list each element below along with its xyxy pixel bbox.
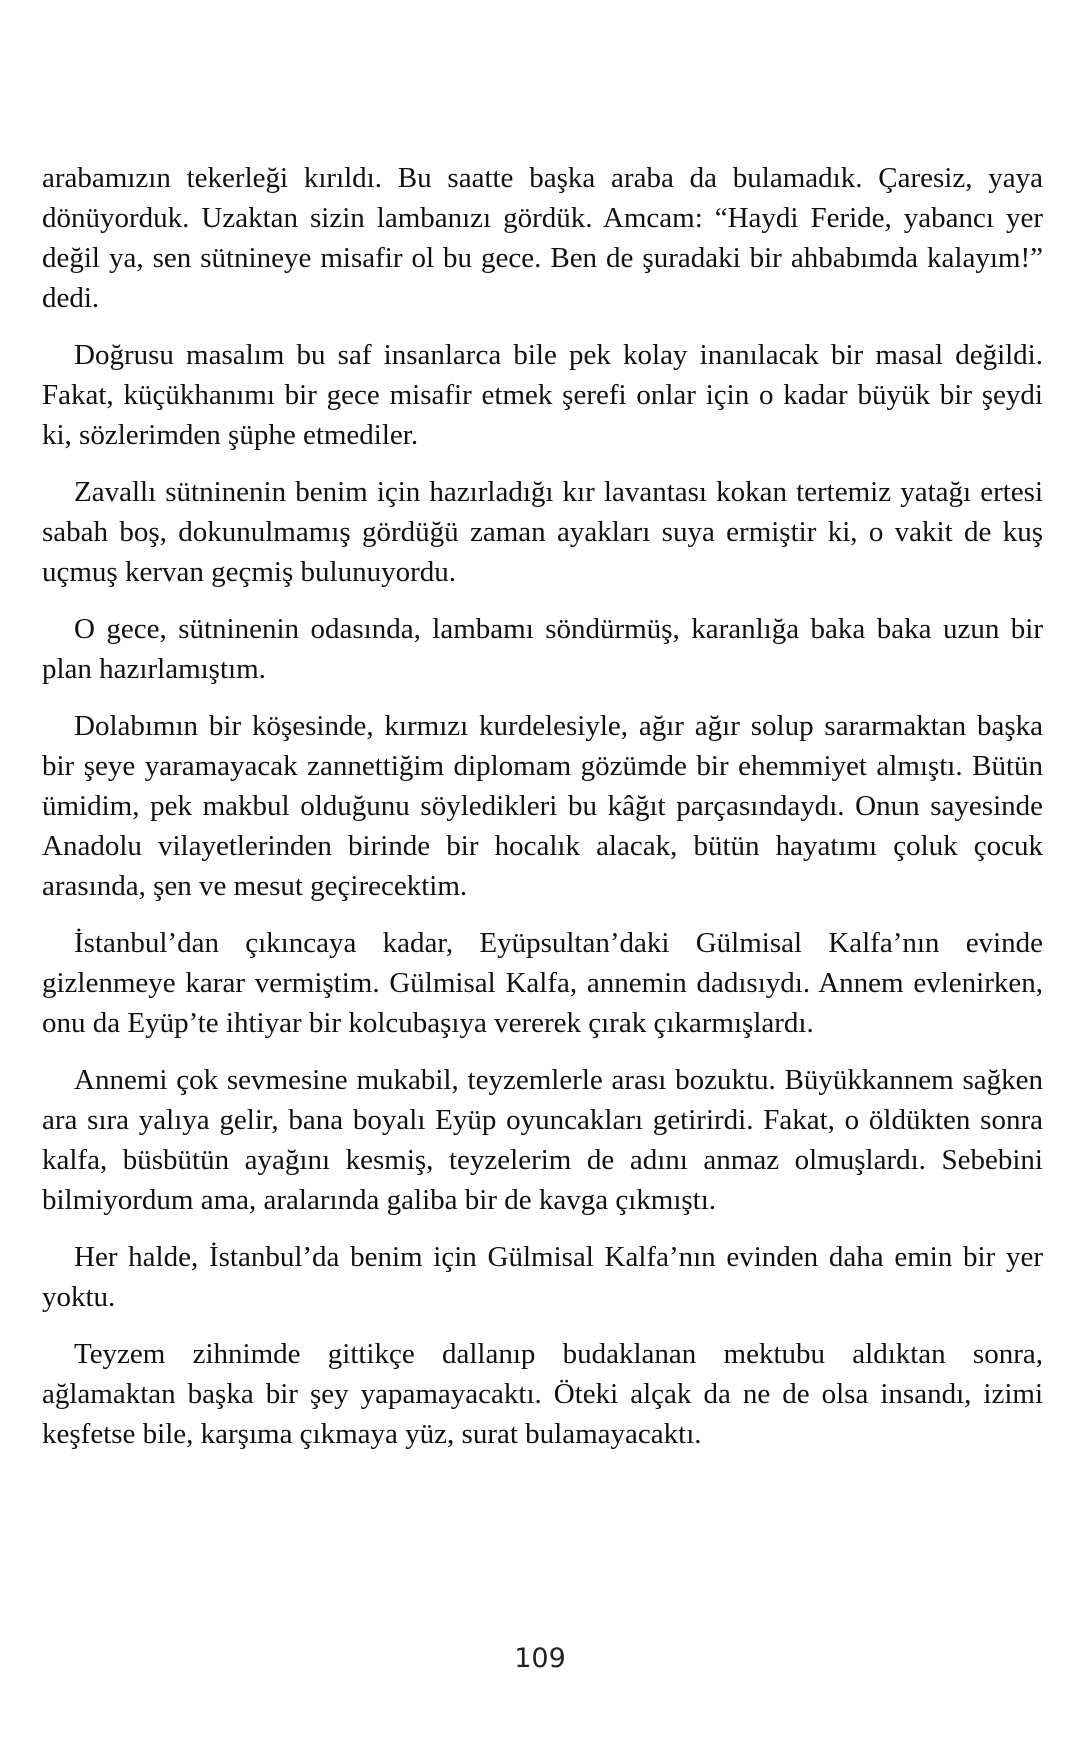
- paragraph: Her halde, İstanbul’da benim için Gülmisal Kalfa’nın evinden daha emin bir yer yoktu.: [42, 1241, 1043, 1313]
- paragraph: Doğrusu masalım bu saf insanlarca bile pek kolay inanılacak bir masal değildi. Fakat, küçükhanımı bir gece misafir etmek şerefi onlar için o kadar büyük bir şeydi ki, sözlerimden şüphe etmediler.: [42, 339, 1043, 451]
- paragraph: Dolabımın bir köşesinde, kırmızı kurdelesiyle, ağır ağır solup sararmaktan başka bir şeye yaramayacak zannettiğim diplomam gözümde bir ehemmiyet almıştı. Bütün ümidim, pek makbul olduğunu söyledikleri bu kâğıt parçasındaydı. Onun sayesinde Anadolu vilayetlerinden birinde bir hocalık alacak, bütün hayatımı çoluk çocuk arasında, şen ve mesut geçirecektim.: [42, 710, 1043, 902]
- page-number: 109: [514, 1643, 566, 1674]
- paragraph: O gece, sütninenin odasında, lambamı söndürmüş, karanlığa baka baka uzun bir plan hazırlamıştım.: [42, 613, 1043, 685]
- paragraph: Teyzem zihnimde gittikçe dallanıp budaklanan mektubu aldıktan sonra, ağlamaktan başka bir şey yapamayacaktı. Öteki alçak da ne de olsa insandı, izimi keşfetse bile, karşıma çıkmaya yüz, surat bulamayacaktı.: [42, 1338, 1043, 1450]
- paragraph: Zavallı sütninenin benim için hazırladığı kır lavantası kokan tertemiz yatağı ertesi sabah boş, dokunulmamış gördüğü zaman ayakları suya ermiştir ki, o vakit de kuş uçmuş kervan geçmiş bulunuyordu.: [42, 476, 1043, 588]
- paragraph: İstanbul’dan çıkıncaya kadar, Eyüpsultan’daki Gülmisal Kalfa’nın evinde gizlenmeye karar vermiştim. Gülmisal Kalfa, annemin dadısıydı. Annem evlenirken, onu da Eyüp’te ihtiyar bir kolcubaşıya vererek çırak çıkarmışlardı.: [42, 927, 1043, 1039]
- book-page-body: [42, 158, 1043, 1471]
- paragraph: Annemi çok sevmesine mukabil, teyzemlerle arası bozuktu. Büyükkannem sağken ara sıra yalıya gelir, bana boyalı Eyüp oyuncakları getirirdi. Fakat, o öldükten sonra kalfa, büsbütün ayağını kesmiş, teyzelerim de adını anmaz olmuşlardı. Sebebini bilmiyordum ama, aralarında galiba bir de kavga çıkmıştı.: [42, 1064, 1043, 1216]
- paragraph-continuation: arabamızın tekerleği kırıldı. Bu saatte başka araba da bulamadık. Çaresiz, yaya dönüyorduk. Uzaktan sizin lambanızı gördük. Amcam: “Haydi Feride, yabancı yer değil ya, sen sütnineye misafir ol bu gece. Ben de şuradaki bir ahbabımda kalayım!” dedi.: [42, 162, 1043, 314]
